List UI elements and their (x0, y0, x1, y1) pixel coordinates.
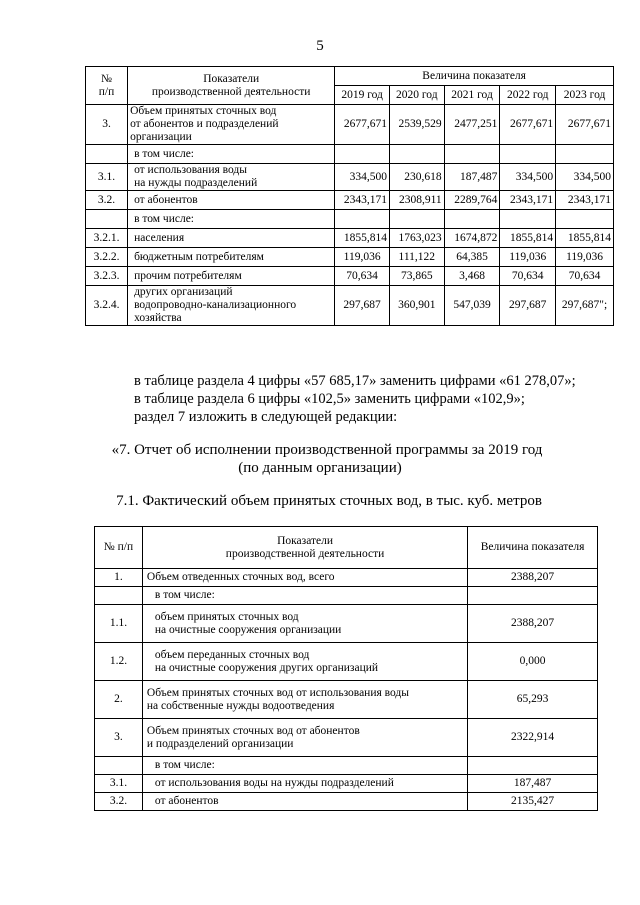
row-num (95, 757, 143, 775)
table-row (86, 229, 614, 248)
cell-value: 0,000 (468, 643, 598, 681)
cell-value: 73,865 (389, 267, 444, 286)
table-row (95, 605, 598, 643)
cell-value: 2343,171 (500, 191, 556, 210)
cell-value: 64,385 (444, 248, 500, 267)
cell-value: 547,039 (444, 286, 500, 326)
cell-value: 2289,764 (444, 191, 500, 210)
subsection-title: 7.1. Фактический объем принятых сточных вод, в тыс. куб. метров (116, 493, 542, 509)
table-row (86, 105, 614, 145)
row-num: 3.2.1. (86, 229, 128, 248)
cell-value: 2677,671 (335, 105, 390, 145)
table-row (86, 248, 614, 267)
cell-value: 230,618 (389, 164, 444, 191)
cell-value (335, 145, 390, 164)
cell-value: 334,500 (500, 164, 556, 191)
cell-value (444, 210, 500, 229)
row-num: 3.2. (95, 793, 143, 811)
row-num: 1.1. (95, 605, 143, 643)
cell-value: 2308,911 (389, 191, 444, 210)
cell-value (444, 145, 500, 164)
table-row (86, 191, 614, 210)
cell-value: 119,036 (556, 248, 614, 267)
cell-value: 297,687 (335, 286, 390, 326)
amendment-paragraph: в таблице раздела 6 цифры «102,5» заменить цифрами «102,9»; (134, 391, 525, 407)
row-num: 3.1. (86, 164, 128, 191)
row-num: 3. (95, 719, 143, 757)
row-num: 3. (86, 105, 128, 145)
table-row (95, 643, 598, 681)
table-row (86, 164, 614, 191)
row-num: 1. (95, 569, 143, 587)
cell-value: 2343,171 (335, 191, 390, 210)
cell-value: 2477,251 (444, 105, 500, 145)
cell-value: 3,468 (444, 267, 500, 286)
cell-value: 1855,814 (556, 229, 614, 248)
table-row (95, 569, 598, 587)
table-row (95, 775, 598, 793)
header-indicator: Показатели производственной деятельности (142, 527, 467, 569)
header-num: № п/п (95, 527, 143, 569)
header-value: Величина показателя (335, 67, 614, 86)
cell-value: 334,500 (556, 164, 614, 191)
row-label: в том числе: (142, 587, 467, 605)
header-year: 2022 год (500, 86, 556, 105)
cell-value (556, 145, 614, 164)
cell-value (500, 210, 556, 229)
cell-value: 297,687"; (556, 286, 614, 326)
cell-value: 1855,814 (335, 229, 390, 248)
amendment-paragraph: раздел 7 изложить в следующей редакции: (134, 409, 398, 425)
cell-value: 65,293 (468, 681, 598, 719)
table-row (95, 757, 598, 775)
row-num (95, 587, 143, 605)
cell-value: 70,634 (556, 267, 614, 286)
cell-value: 119,036 (500, 248, 556, 267)
row-label: в том числе: (142, 757, 467, 775)
table-row (95, 681, 598, 719)
row-label: от использования воды на нужды подразделений (142, 775, 467, 793)
row-label: от абонентов (128, 191, 335, 210)
cell-value: 119,036 (335, 248, 390, 267)
cell-value: 2388,207 (468, 569, 598, 587)
row-num: 3.2.4. (86, 286, 128, 326)
table-row (86, 286, 614, 326)
cell-value (556, 210, 614, 229)
row-num (86, 145, 128, 164)
section-subtitle: (по данным организации) (238, 460, 402, 476)
table-row (86, 267, 614, 286)
row-num (86, 210, 128, 229)
row-num: 1.2. (95, 643, 143, 681)
row-label: Объем принятых сточных вод от использования воды на собственные нужды водоотведения (142, 681, 467, 719)
row-label: от абонентов (142, 793, 467, 811)
cell-value: 70,634 (335, 267, 390, 286)
cell-value (335, 210, 390, 229)
cell-value (389, 210, 444, 229)
row-label: в том числе: (128, 210, 335, 229)
cell-value (468, 587, 598, 605)
amendment-paragraph: в таблице раздела 4 цифры «57 685,17» заменить цифрами «61 278,07»; (134, 373, 576, 389)
row-num: 3.2. (86, 191, 128, 210)
cell-value: 187,487 (444, 164, 500, 191)
row-label: от использования воды на нужды подразделений (128, 164, 335, 191)
cell-value (389, 145, 444, 164)
header-year: 2020 год (389, 86, 444, 105)
cell-value: 2539,529 (389, 105, 444, 145)
row-label: объем принятых сточных вод на очистные сооружения организации (142, 605, 467, 643)
row-num: 3.2.2. (86, 248, 128, 267)
header-year: 2019 год (335, 86, 390, 105)
row-label: Объем принятых сточных вод от абонентов и подразделений организации (128, 105, 335, 145)
cell-value: 2677,671 (500, 105, 556, 145)
cell-value: 297,687 (500, 286, 556, 326)
cell-value (500, 145, 556, 164)
page-number: 5 (316, 38, 324, 54)
header-year: 2021 год (444, 86, 500, 105)
cell-value: 2343,171 (556, 191, 614, 210)
row-label: в том числе: (128, 145, 335, 164)
header-num: № п/п (86, 67, 128, 105)
table-row (95, 719, 598, 757)
cell-value: 70,634 (500, 267, 556, 286)
cell-value: 187,487 (468, 775, 598, 793)
table-row (95, 793, 598, 811)
row-label: Объем отведенных сточных вод, всего (142, 569, 467, 587)
cell-value: 1763,023 (389, 229, 444, 248)
row-label: Объем принятых сточных вод от абонентов и подразделений организации (142, 719, 467, 757)
cell-value: 334,500 (335, 164, 390, 191)
table-row (86, 145, 614, 164)
production-indicators-table (85, 66, 614, 326)
row-label: бюджетным потребителям (128, 248, 335, 267)
row-num: 2. (95, 681, 143, 719)
cell-value: 1855,814 (500, 229, 556, 248)
header-year: 2023 год (556, 86, 614, 105)
row-label: прочим потребителям (128, 267, 335, 286)
row-num: 3.1. (95, 775, 143, 793)
row-label: других организаций водопроводно-канализационного хозяйства (128, 286, 335, 326)
section-title: «7. Отчет об исполнении производственной программы за 2019 год (111, 442, 543, 458)
cell-value: 2677,671 (556, 105, 614, 145)
row-num: 3.2.3. (86, 267, 128, 286)
actual-volume-table (94, 526, 598, 811)
cell-value: 360,901 (389, 286, 444, 326)
table-row (86, 210, 614, 229)
cell-value: 2135,427 (468, 793, 598, 811)
table-row (95, 587, 598, 605)
header-indicator: Показатели производственной деятельности (128, 67, 335, 105)
cell-value: 111,122 (389, 248, 444, 267)
cell-value: 2388,207 (468, 605, 598, 643)
row-label: объем переданных сточных вод на очистные сооружения других организаций (142, 643, 467, 681)
row-label: населения (128, 229, 335, 248)
cell-value: 1674,872 (444, 229, 500, 248)
cell-value: 2322,914 (468, 719, 598, 757)
cell-value (468, 757, 598, 775)
header-value: Величина показателя (468, 527, 598, 569)
